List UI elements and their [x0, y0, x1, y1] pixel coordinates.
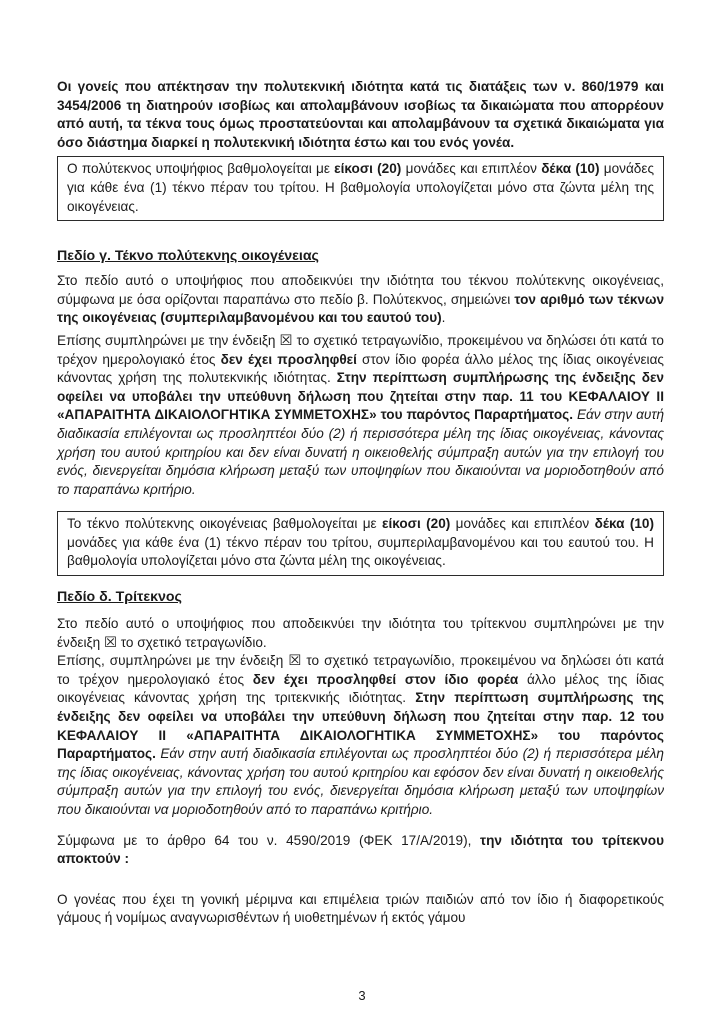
text-run: μονάδες για κάθε ένα (1) τέκνο πέραν του τρίτου. Η βαθμολογία υπολογίζεται μόνο στα ζώντα μέλη της οικογένειας. [67, 161, 654, 214]
section-d-paragraph-1 [57, 615, 664, 652]
text-run: Το τέκνο πολύτεκνης οικογένειας βαθμολογείται με [67, 516, 382, 532]
text-run: Οι γονείς που απέκτησαν την πολυτεκνική ιδιότητα κατά τις διατάξεις των ν. 860/1979 και 3454/2006 τη διατηρούν ισοβίως και απολαμβάνουν ισοβίως τα δικαιώματα που απορρέουν από αυτή, τα τέκνα τους όμως προστατεύονται και απολαμβάνουν τα σχετικά δικαιώματα για όσο διάστημα διαρκεί η πολυτεκνική ιδιότητα έστω και του ενός γονέα. [57, 79, 664, 150]
text-run: δέκα (10) [541, 161, 600, 177]
text-run: Στην περίπτωση συμπλήρωσης της ένδειξης δεν οφείλει να υποβάλει την υπεύθυνη δήλωση που ζητείται στην παρ. 12 του ΚΕΦΑΛΑΙΟΥ ΙΙ «ΑΠΑΡΑΙΤΗΤΑ ΔΙΚΑΙΟΛΟΓΗΤΙΚΑ ΣΥΜΜΕΤΟΧΗΣ» του παρόντος Παραρτήματος. [57, 690, 665, 762]
text-run: Εάν στην αυτή διαδικασία επιλέγονται ως προσληπτέοι δύο (2) ή περισσότερα μέλη της ίδιας οικογένειας, κάνοντας χρήση του αυτού κριτηρίου και δεν είναι δυνατή η οικειοθελής σύμπραξη αυτών για την επιλογή του ενός, διενεργείται δημόσια κλήρωση μεταξύ των υποψηφίων που δικαιούνται να μοριοδοτηθούν από το παραπάνω κριτήριο. [57, 407, 664, 497]
text-run: δέκα (10) [594, 516, 654, 532]
text-run: είκοσι (20) [382, 516, 451, 532]
text-run: είκοσι (20) [334, 161, 402, 177]
section-d-heading: Πεδίο δ. Τρίτεκνος [57, 589, 182, 606]
text-run: το σχετικό τετραγωνίδιο, προκειμένου να δηλώσει ότι κατά το τρέχον ημερολογιακό έτος [57, 653, 665, 687]
text-run: Εάν στην αυτή διαδικασία επιλέγονται ως προσληπτέοι δύο (2) ή περισσότερα μέλη της ίδιας οικογένειας, κάνοντας χρήση του αυτού κριτηρίου και εφόσον δεν είναι δυνατή η οικειοθελής σύμπραξη αυτών για την επιλογή του ενός, διενεργείται δημόσια κλήρωση μεταξύ των υποψηφίων που δικαιούνται να μοριοδοτηθούν από το παραπάνω κριτήριο. [57, 746, 664, 817]
checked-box-icon: ☒ [103, 634, 117, 651]
text-run: Ο γονέας που έχει τη γονική μέριμνα και επιμέλεια τριών παιδιών από τον ίδιο ή διαφορετικούς γάμους ή νομίμως αναγνωρισθέντων ή υιοθετημένων ή εκτός γάμου [57, 891, 664, 926]
polyteknos-score-text [67, 160, 654, 216]
text-run: το σχετικό τετραγωνίδιο. [116, 634, 267, 650]
text-run: στον ίδιο φορέα άλλο μέλος της ίδιας οικογένειας κάνοντας χρήση της πολυτεκνικής ιδιότητας. [57, 351, 664, 386]
intro-paragraph [57, 78, 664, 152]
text-run: μονάδες για κάθε ένα (1) τέκνο πέραν του τρίτου, συμπεριλαμβανομένου και του εαυτού του. Η βαθμολογία υπολογίζεται μόνο στα ζώντα μέλη της οικογένειας. [67, 534, 654, 569]
text-run: Ο πολύτεκνος υποψήφιος βαθμολογείται με [67, 161, 335, 177]
section-d-paragraph-4 [57, 891, 664, 928]
page-content [57, 78, 664, 928]
checked-box-icon: ☒ [288, 653, 302, 670]
text-run: τον αριθμό των τέκνων της οικογένειας (συμπεριλαμβανομένου και του εαυτού του) [57, 291, 664, 326]
text-run: Στο πεδίο αυτό ο υποψήφιος που αποδεικνύει την ιδιότητα του τέκνου πολύτεκνης οικογένειας, σύμφωνα με όσα ορίζονται παραπάνω στο πεδίο β. Πολύτεκνος, σημειώνει [57, 273, 664, 307]
section-d-paragraph-3 [57, 832, 664, 869]
teknon-polyteknis-score-text [67, 515, 654, 571]
teknon-polyteknis-score-box [57, 511, 664, 576]
text-run: . [441, 310, 446, 326]
section-d-paragraph-2 [57, 652, 664, 819]
text-run: άλλο μέλος της ίδιας οικογένειας κάνοντας χρήση της τριτεκνικής ιδιότητας. [57, 671, 664, 706]
section-c-heading: Πεδίο γ. Τέκνο πολύτεκνης οικογένειας [57, 248, 319, 265]
text-run: μονάδες και επιπλέον [450, 516, 595, 532]
section-c-paragraph-2 [57, 332, 664, 499]
text-run: δεν έχει προσληφθεί [220, 351, 357, 367]
text-run: Στην περίπτωση συμπλήρωσης της ένδειξης δεν οφείλει να υποβάλει την υπεύθυνη δήλωση που ζητείται στην παρ. 11 του ΚΕΦΑΛΑΙΟΥ ΙΙ «ΑΠΑΡΑΙΤΗΤΑ ΔΙΚΑΙΟΛΟΓΗΤΙΚΑ ΣΥΜΜΕΤΟΧΗΣ» του παρόντος Παραρτήματος. [57, 370, 664, 423]
text-run: δεν έχει προσληφθεί στον ίδιο φορέα [252, 671, 519, 687]
text-run: μονάδες και επιπλέον [401, 161, 542, 177]
page-number: 3 [358, 988, 366, 1003]
text-run: Στο πεδίο αυτό ο υποψήφιος που αποδεικνύει την ιδιότητα του τρίτεκνου συμπληρώνει με την ένδειξη [57, 616, 664, 650]
text-run: το σχετικό τετραγωνίδιο, προκειμένου να δηλώσει ότι κατά το τρέχον ημερολογιακό έτος [57, 332, 664, 367]
text-run: Σύμφωνα με το άρθρο 64 του ν. 4590/2019 (ΦΕΚ 17/Α/2019), [57, 832, 481, 848]
text-run: Επίσης, συμπληρώνει με την ένδειξη [57, 653, 289, 669]
text-run: την ιδιότητα του τρίτεκνου αποκτούν : [57, 832, 664, 867]
section-c-paragraph-1 [57, 272, 664, 328]
text-run: Επίσης συμπληρώνει με την ένδειξη [57, 332, 280, 348]
checked-box-icon: ☒ [279, 332, 293, 349]
polyteknos-score-box [57, 156, 664, 221]
